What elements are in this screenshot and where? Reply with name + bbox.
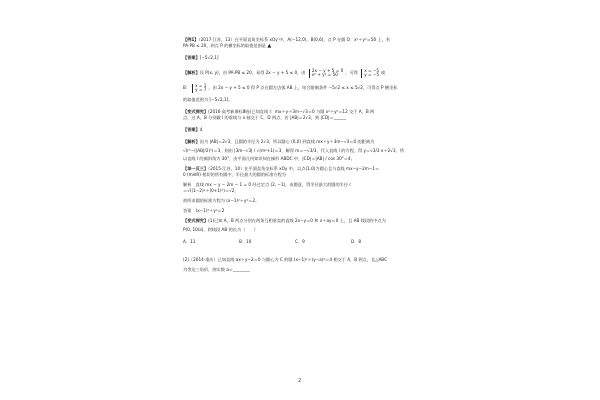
example-2-text-6: 答案 (x−1)²＋y²＝2	[183, 208, 225, 213]
option-c: C．9	[295, 239, 305, 244]
example-2-line-2	[183, 172, 423, 178]
system-2-bottom: y = −5	[364, 72, 380, 77]
solution-2-text-3: 以直线 l 的倾斜角为 30°，由平面几何知识知在梯形 ABDC 中，|CD|＝|AB| / cos 30°＝4。	[183, 156, 355, 161]
answer-2-tag: 【答案】	[183, 127, 200, 132]
variant-2-line-2	[183, 224, 423, 235]
solution-1-text-3: 的取值范围为 [−5√2,1]。	[183, 97, 233, 102]
variant-1-tag: 【变式探究】	[183, 109, 209, 114]
variant-2-text-2: P(0, 10/a)，则线段 AB 的长为（ ）	[183, 227, 258, 232]
option-a: A．11	[183, 239, 196, 244]
system-1-top: 2x − y + 5 = 0	[311, 67, 344, 73]
answer-1-text: [−5√2,1]	[199, 55, 219, 60]
equation-system-3	[192, 84, 206, 93]
variant-1-line-2	[183, 115, 423, 121]
example-1-text-2: PA·PB ≤ 20，则点 P 的横坐标的取值范围是	[183, 43, 266, 48]
variant-1-blank: ______	[333, 115, 347, 120]
example-1-tag: 【例1】	[183, 37, 199, 42]
solution-2-text-1: 因为 |AB|＝2√3，且圆的半径为 2√3，所以圆心 (0,0) 到直线 mx＋y＋3m−√3＝0 的距离为	[199, 139, 375, 144]
variant-2-text-3: (2)（2014·重庆）已知直线 ax＋y−2＝0 与圆心为 C 的圆 (x−1)²＋(y−a)²＝4 相交于 A，B 两点，且△ABC	[183, 257, 388, 262]
solution-2-text-2: √(r²−(|AB|/2)²)＝3，则由 |3m−√3| / √(m²+1)＝3，解得 m＝−√3/3，代入直线 l 的方程，得 y＝√3/3 x＋2√3，所	[183, 148, 404, 153]
solution-1-line-1	[183, 67, 423, 78]
system-3-top: x = 1	[195, 82, 207, 88]
example-2-text-3: 解析 直线 mx − y − 2m − 1 = 0 经过定点 (2, −1)，由题意，得半径最大的圆的半径 r	[183, 182, 352, 187]
system-2-top: x = −5	[364, 67, 380, 73]
system-1-bottom: x² + y² = 50	[311, 72, 338, 77]
solution-1-text-2a: B：	[183, 85, 191, 90]
solution-1-text-1b: ，可得	[345, 70, 358, 75]
variant-2-text-4: 为等边三角形，则实数 a＝	[183, 267, 233, 272]
variant-2-text-1: (1)已知 A，B 两点分别在两条互相垂直的直线 2x−y＝0 和 x＋ay＝0 上，且 AB 线段的中点为	[208, 218, 386, 223]
document-body	[183, 37, 423, 273]
variant-2-blank: ________	[232, 267, 250, 272]
example-2-text-1: （2015·江苏，10）在平面直角坐标系 xOy 中，以点(1,0)为圆心且与直线 mx−y−2m−1＝	[208, 166, 380, 171]
solution-2-line-3	[183, 156, 423, 162]
answer-1	[183, 55, 423, 61]
example-1-text-1: （2017·江苏，13）在平面直角坐标系 xOy 中，A(−12,0)，B(0,6)，点 P 在圆 O：x²＋y²＝50 上，若	[198, 37, 391, 42]
example-2-text-4: ＝√((1−2)²＋(0+1)²)＝√2，	[183, 188, 239, 193]
solution-1-text-1c: 或	[381, 70, 386, 75]
option-d: D．8	[351, 239, 362, 244]
solution-1-tag: 【解析】	[183, 70, 200, 75]
option-b: B．10	[239, 239, 252, 244]
example-2-text-2: 0 (m∈R) 相切的所有圆中，半径最大的圆的标准方程为	[183, 172, 286, 177]
answer-1-tag: 【答案】	[183, 55, 200, 60]
equation-system-1	[309, 69, 343, 78]
example-2-line-4	[183, 188, 423, 194]
equation-system-2	[361, 69, 379, 78]
variant-2-line-3	[183, 257, 423, 263]
answer-blank-triangle: ▲	[267, 43, 272, 49]
solution-2-tag: 【解析】	[183, 139, 200, 144]
variant-2-tag: 【变式探究】	[183, 218, 209, 223]
example-1-line-2	[183, 43, 423, 49]
answer-2-text: 4	[199, 127, 203, 132]
variant-2-options	[183, 239, 423, 245]
solution-2-line-2	[183, 145, 423, 156]
solution-1-text-2b: ，由 2x − y + 5 ≤ 0 得 P 点在圆左边弧 AB 上，结合限制条件 −5√2 ≤ x ≤ 5√2，可得点 P 横坐标	[208, 85, 398, 90]
variant-1-text-1: (2016·高考新课标Ⅲ卷)已知直线 l：mx＋y＋3m−√3＝0 与圆 x²＋y²＝12 交于 A，B 两	[208, 109, 375, 114]
example-2-line-5	[183, 198, 423, 204]
system-3-bottom: y = 7	[195, 87, 207, 92]
variant-2-line-4	[183, 267, 423, 273]
example-2-tag: 【举一反三】	[183, 166, 209, 171]
solution-1-line-3	[183, 97, 423, 103]
example-2-line-6	[183, 208, 423, 214]
page-number: 2	[298, 378, 302, 384]
answer-2	[183, 127, 423, 133]
solution-1-line-2	[183, 82, 423, 93]
example-2-text-5: 故所求圆的标准方程为 (x−1)²＋y²＝2。	[183, 198, 260, 203]
variant-1-text-2: 点，过 A，B 分别做 l 的垂线与 x 轴交于 C，D 两点，若 |AB|＝2√3，则 |CD|＝	[183, 115, 334, 120]
solution-1-text-1a: 设 P(x, y)，由 PA·PB ≤ 20，易得 2x − y + 5 ≤ 0，由	[199, 70, 306, 75]
